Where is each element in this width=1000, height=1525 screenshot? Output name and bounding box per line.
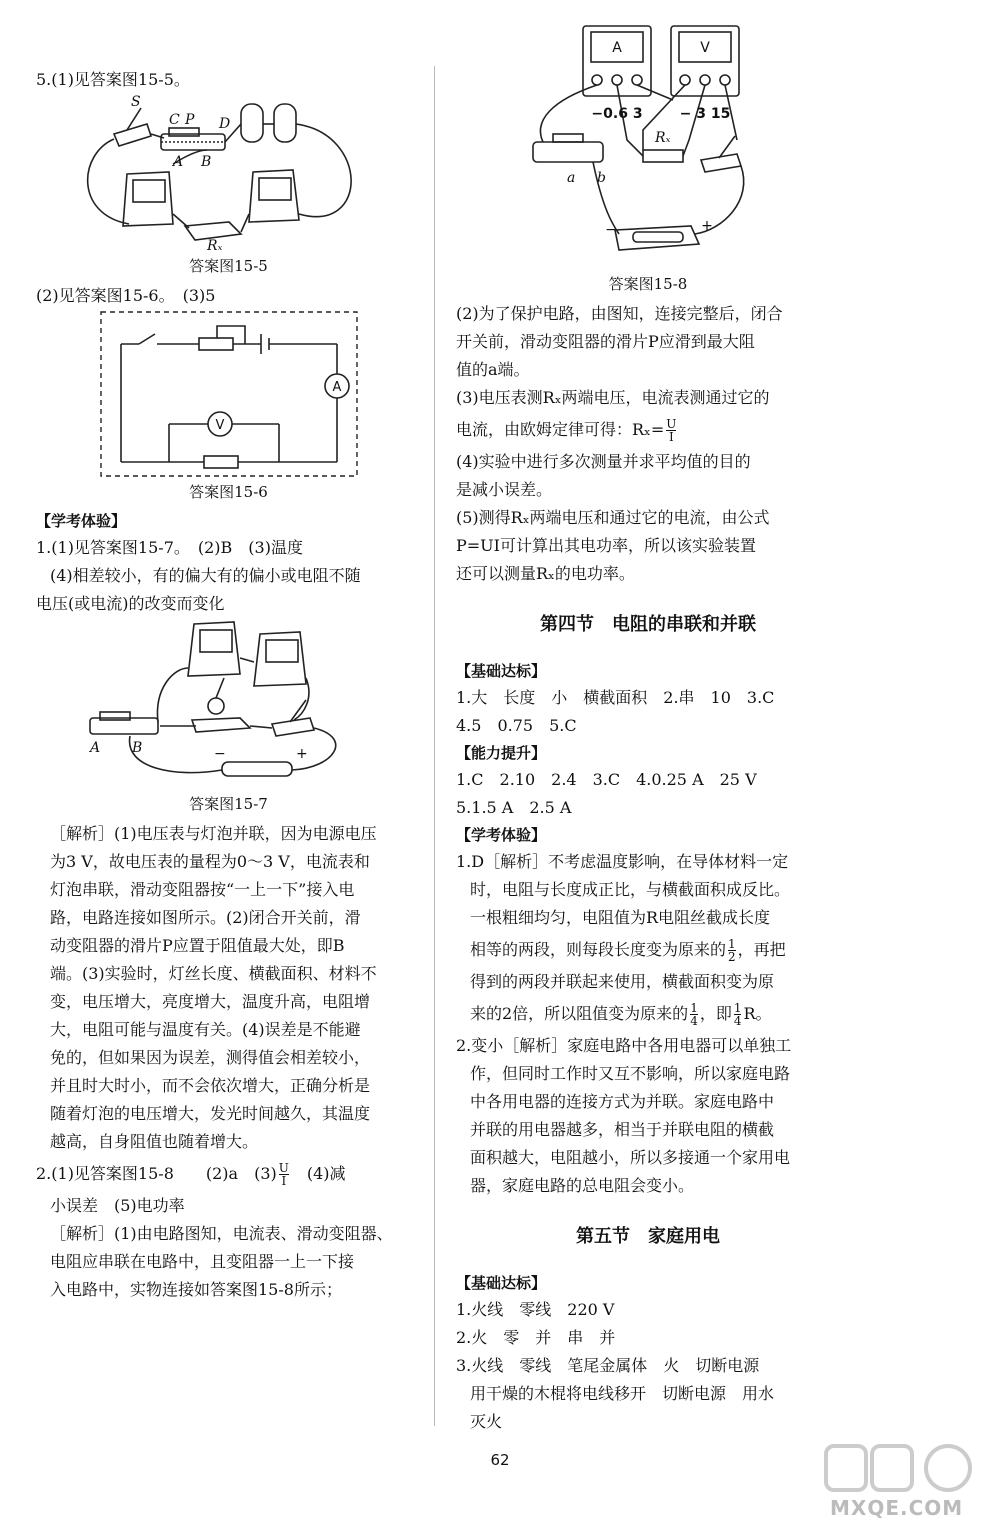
frac-den: 4 xyxy=(733,1014,742,1028)
label-rx: Rₓ xyxy=(206,238,223,252)
q2-line1 xyxy=(36,1156,421,1192)
jichu2-cont: 灭火 xyxy=(470,1412,503,1431)
q1-line1: 1.(1)见答案图15-7。 (2)B (3)温度 xyxy=(36,538,303,557)
nengli-tag: 【能力提升】 xyxy=(456,744,547,762)
xk1-line4 xyxy=(456,932,840,968)
xuekao-tag-right: 【学考体验】 xyxy=(456,826,547,844)
xk1-line: 时，电阻与长度成正比，与横截面积成反比。 xyxy=(470,880,791,899)
nengli-line: 5.1.5 A 2.5 A xyxy=(456,798,572,817)
ammeter-label: A xyxy=(332,380,341,395)
jiexi-1-line: 灯泡串联，滑动变阻器按“一上一下”接入电 xyxy=(50,880,355,899)
xk2-line: 并联的用电器越多，相当于并联电阻的横截 xyxy=(470,1120,775,1139)
q2-post: (4)减 xyxy=(290,1164,346,1183)
frac-num: 1 xyxy=(690,1001,698,1015)
frac-num: U xyxy=(666,417,677,431)
jiexi-1-line: 大，电阻可能与温度有关。(4)误差是不能避 xyxy=(50,1020,361,1039)
caption-15-5: 答案图15-5 xyxy=(189,257,268,275)
voltmeter-range: − 3 15 xyxy=(679,106,731,122)
jiexi-1-line: 随着灯泡的电压增大，发光时间越久，其温度 xyxy=(50,1104,371,1123)
label-plus: + xyxy=(701,218,713,234)
jiexi-2-line: 入电路中，实物连接如答案图15-8所示； xyxy=(50,1280,342,1299)
xk2-line: 中各用电器的连接方式为并联。家庭电路中 xyxy=(470,1092,775,1111)
xk2-line: 器，家庭电路的总电阻会变小。 xyxy=(470,1176,695,1195)
nengli-line: 1.C 2.10 2.4 3.C 4.0.25 A 25 V xyxy=(456,770,757,789)
label-rx: Rₓ xyxy=(655,130,671,146)
p3-line2 xyxy=(456,412,840,448)
jichu2-cont: 用干燥的木棍将电线移开 切断电源 用水 xyxy=(470,1384,775,1403)
xk2-line: 作，但同时工作时又互不影响，所以家庭电路 xyxy=(470,1064,791,1083)
jiexi-1-line: 免的，但如果因为误差，测得值会相差较小， xyxy=(50,1048,371,1067)
p5-line: 还可以测量Rₓ的电功率。 xyxy=(456,564,635,583)
p2-line: 开关前，滑动变阻器的滑片P应滑到最大阻 xyxy=(456,332,755,351)
p2-line: (2)为了保护电路，由图知，连接完整后，闭合 xyxy=(456,304,783,323)
jichu2-line: 2.火 零 并 串 并 xyxy=(456,1328,616,1347)
p3-line1: (3)电压表测Rₓ两端电压，电流表测通过它的 xyxy=(456,388,770,407)
frac-den: I xyxy=(279,1174,289,1187)
jiexi-1-line: ［解析］(1)电压表与灯泡并联，因为电源电压 xyxy=(50,824,377,843)
label-a: A xyxy=(172,154,183,170)
frac-den: 4 xyxy=(690,1014,698,1028)
xk1-l6-pre: 来的2倍，所以阻值变为原来的 xyxy=(470,1004,689,1023)
label-b: B xyxy=(131,740,142,756)
label-plus: + xyxy=(295,746,308,762)
voltmeter-label: V xyxy=(215,418,224,433)
p3-pre: 电流，由欧姆定律可得：Rₓ= xyxy=(456,420,665,439)
xk1-l6-post: R。 xyxy=(743,1004,772,1023)
jichu2-line: 1.火线 零线 220 V xyxy=(456,1300,615,1319)
label-p: P xyxy=(184,112,194,128)
figure-15-8 xyxy=(523,20,773,270)
label-a: a xyxy=(567,170,576,186)
xk1-l4-pre: 相等的两段，则每段长度变为原来的 xyxy=(470,940,727,959)
label-minus: − xyxy=(213,746,226,762)
jiexi-1-line: 端。(3)实验时，灯丝长度、横截面积、材料不 xyxy=(50,964,377,983)
xuekao-tag: 【学考体验】 xyxy=(36,512,127,530)
left-column xyxy=(36,66,421,1304)
label-minus: − xyxy=(605,222,617,238)
jiexi-1-line: 为3 V，故电压表的量程为0～3 V，电流表和 xyxy=(50,852,370,871)
jichu-line: 1.大 长度 小 横截面积 2.串 10 3.C xyxy=(456,688,775,707)
p4-line: (4)实验中进行多次测量并求平均值的目的 xyxy=(456,452,751,471)
frac-num: 1 xyxy=(733,1001,742,1015)
p5-line: (5)测得Rₓ两端电压和通过它的电流，由公式 xyxy=(456,508,770,527)
caption-15-6: 答案图15-6 xyxy=(189,483,268,501)
jichu2-line: 3.火线 零线 笔尾金属体 火 切断电源 xyxy=(456,1356,760,1375)
jiexi-1-line: 变，电压增大，亮度增大，温度升高，电阻增 xyxy=(50,992,371,1011)
right-column xyxy=(456,20,840,1436)
xk2-line: 面积越大，电阻越小，所以多接通一个家用电 xyxy=(470,1148,791,1167)
jiexi-1 xyxy=(36,820,421,1156)
p5-line: P=UI可计算出其电功率，所以该实验装置 xyxy=(456,536,756,555)
ammeter-label: A xyxy=(612,40,622,56)
q2-line2: 小误差 (5)电功率 xyxy=(50,1196,185,1215)
q5-2-line: (2)见答案图15-6。 (3)5 xyxy=(36,286,216,305)
label-b: B xyxy=(200,154,211,170)
jiexi-2-line: ［解析］(1)由电路图知，电流表、滑动变阻器、 xyxy=(50,1224,393,1243)
p2-line: 值的a端。 xyxy=(456,360,530,379)
jichu2-tag: 【基础达标】 xyxy=(456,1274,547,1292)
frac-num: 1 xyxy=(728,937,736,951)
frac-den: 2 xyxy=(728,950,736,964)
caption-15-7: 答案图15-7 xyxy=(189,795,268,813)
label-c: C xyxy=(168,112,180,128)
jiexi-2-line: 电阻应串联在电路中，且变阻器一上一下接 xyxy=(50,1252,355,1271)
frac-den: I xyxy=(666,430,676,443)
jichu-tag: 【基础达标】 xyxy=(456,662,547,680)
q1-line3: 电压(或电流)的改变而变化 xyxy=(36,594,225,613)
column-divider xyxy=(434,66,435,1426)
xk1-line6 xyxy=(456,996,840,1032)
figure-15-5 xyxy=(69,94,389,252)
voltmeter-label: V xyxy=(700,40,710,56)
xk1-line: 1.D［解析］不考虑温度影响，在导体材料一定 xyxy=(456,852,789,871)
xk1-l6-mid: ，即 xyxy=(699,1004,732,1023)
caption-15-8: 答案图15-8 xyxy=(608,275,688,293)
label-d: D xyxy=(218,116,230,132)
xk1-line5: 得到的两段并联起来使用，横截面积变为原 xyxy=(470,972,775,991)
fraction-u-over-i xyxy=(279,1162,289,1187)
figure-15-7 xyxy=(84,618,374,790)
fraction-u-over-i xyxy=(666,418,676,443)
label-a: A xyxy=(89,740,100,756)
q1-line2: (4)相差较小，有的偏大有的偏小或电阻不随 xyxy=(50,566,361,585)
jiexi-1-line: 动变阻器的滑片P应置于阻值最大处，即B xyxy=(50,936,345,955)
watermark-text: MXQE.COM xyxy=(830,1496,964,1520)
xk1-l4-post: ，再把 xyxy=(737,940,786,959)
fraction-one-quarter xyxy=(734,1002,742,1027)
figure-15-6 xyxy=(99,310,359,478)
xk2-line: 2.变小［解析］家庭电路中各用电器可以单独工 xyxy=(456,1036,792,1055)
fraction-one-quarter xyxy=(690,1002,698,1027)
label-s: S xyxy=(130,94,141,110)
xk1-line: 一根粗细均匀，电阻值为R电阻丝截成长度 xyxy=(470,908,771,927)
jiexi-1-line: 并且时大时小，而不会依次增大，正确分析是 xyxy=(50,1076,371,1095)
q5-line: 5.(1)见答案图15-5。 xyxy=(36,70,190,89)
label-b: b xyxy=(597,170,606,186)
fraction-one-half xyxy=(728,938,736,963)
jichu-line: 4.5 0.75 5.C xyxy=(456,716,577,735)
jiexi-1-line: 越高，自身阻值也随着增大。 xyxy=(50,1132,259,1151)
ammeter-range: −0.6 3 xyxy=(591,106,643,122)
section-4-title: 第四节 电阻的串联和并联 xyxy=(540,614,756,635)
p4-line: 是减小误差。 xyxy=(456,480,553,499)
page-number: 62 xyxy=(490,1451,510,1469)
section-5-title: 第五节 家庭用电 xyxy=(576,1226,720,1247)
jiexi-1-line: 路，电路连接如图所示。(2)闭合开关前，滑 xyxy=(50,908,361,927)
frac-num: U xyxy=(278,1161,289,1175)
q2-pre: 2.(1)见答案图15-8 (2)a (3) xyxy=(36,1164,277,1183)
